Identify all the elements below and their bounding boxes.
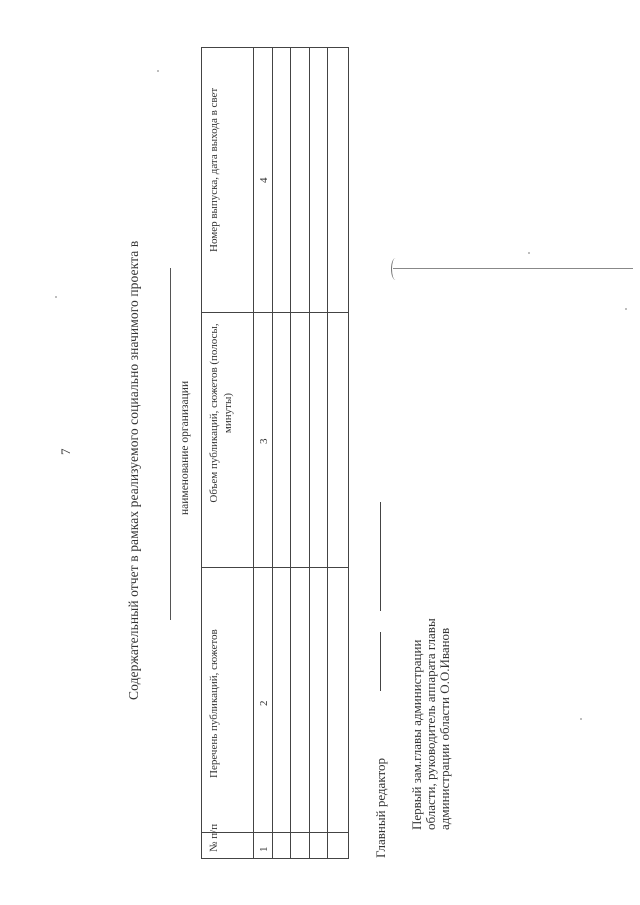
scan-speck: [580, 718, 582, 720]
signer-line-1: Первый зам.главы администрации: [409, 639, 424, 830]
header-issue: Номер выпуска, дата выхода в свет: [208, 87, 220, 252]
row-divider: [327, 48, 328, 858]
row-divider: [309, 48, 310, 858]
scan-speck: [625, 308, 627, 310]
header-volume: Объем публикаций, сюжетов (полосы, минуты): [208, 323, 234, 503]
row-divider: [253, 48, 254, 858]
scan-speck: [528, 252, 530, 254]
editor-name-line: [380, 502, 381, 611]
editor-label: Главный редактор: [373, 758, 388, 858]
header-number: № п/п: [208, 823, 220, 852]
signer-line-2: области, руководитель аппарата главы: [423, 618, 438, 830]
row-divider: [272, 48, 273, 858]
header-publications: Перечень публикаций, сюжетов: [208, 629, 220, 778]
organization-name-line: [170, 268, 171, 620]
organization-caption: наименование организации: [179, 380, 191, 515]
signature-mark: [391, 258, 400, 280]
signer-line-3: администрации области О.О.Иванов: [437, 627, 452, 830]
signature-trace: [393, 268, 633, 269]
column-number-4: 4: [258, 177, 270, 183]
page-number: 7: [58, 448, 73, 455]
row-divider: [290, 48, 291, 858]
column-number-2: 2: [258, 700, 270, 706]
scan-speck: [55, 296, 57, 298]
scan-speck: [157, 70, 159, 72]
column-number-1: 1: [258, 846, 270, 852]
editor-signature-line: [380, 632, 381, 691]
column-number-3: 3: [258, 438, 270, 444]
document-title: Содержательный отчет в рамках реализуемого социально значимого проекта в: [126, 240, 141, 700]
